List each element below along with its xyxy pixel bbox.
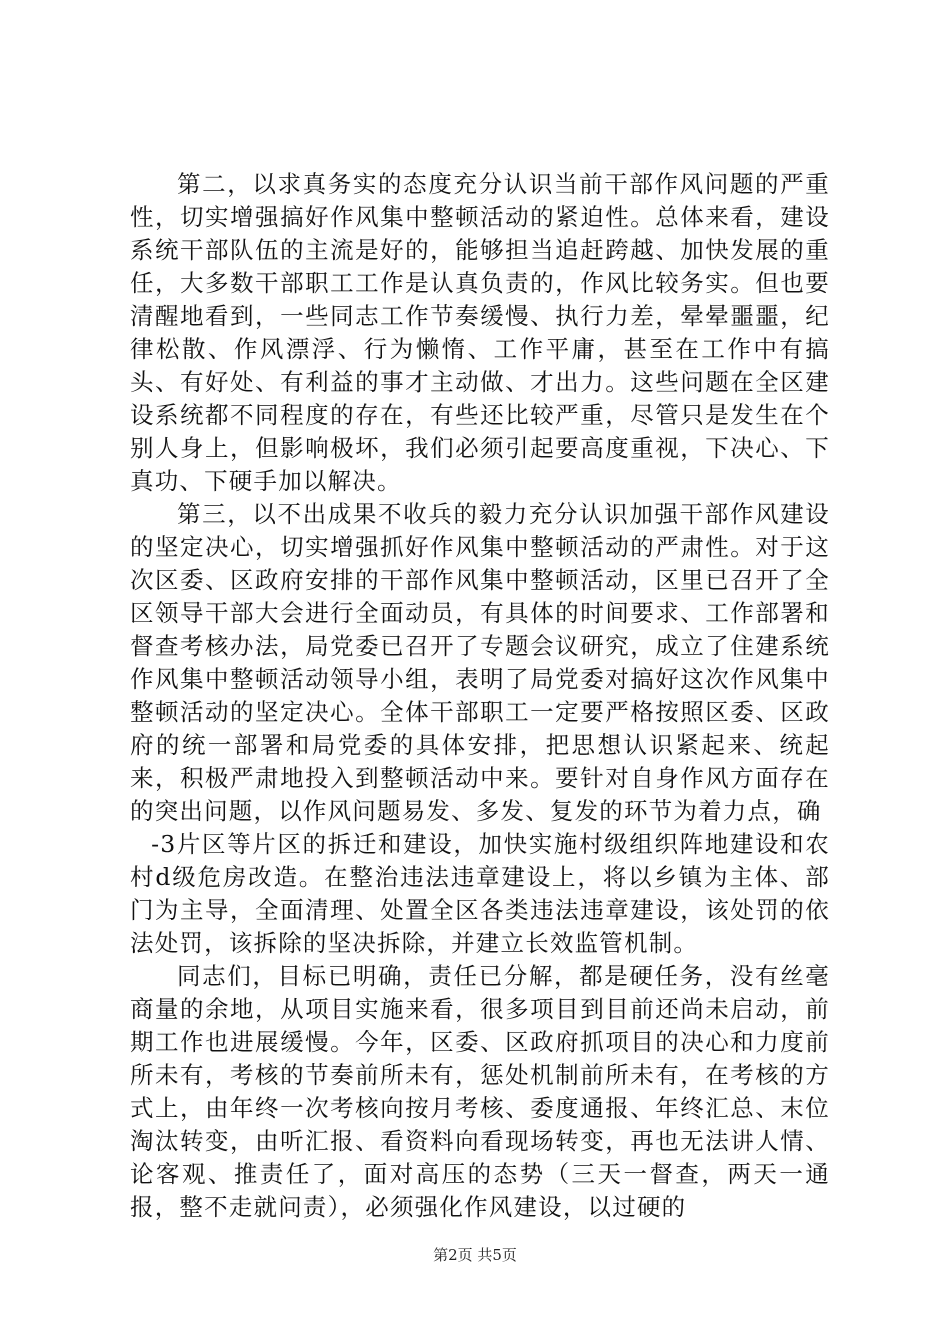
page-number-footer: 第2页 共5页 (433, 1246, 517, 1264)
paragraph-comrades: 同志们，目标已明确，责任已分解，都是硬任务，没有丝毫商量的余地，从项目实施来看，很多项目到目前还尚未启动，前期工作也进展缓慢。今年，区委、区政府抓项目的决心和力度前所未有，考核的节奏前所未有，惩处机制前所未有，在考核的方式上，由年终一次考核向按月考核、委度通报、年终汇总、末位淘汰转变，由听汇报、看资料向看现场转变，再也无法讲人情、论客观、推责任了，面对高压的态势（三天一督查，两天一通报，整不走就问责），必须强化作风建设，以过硬的 (130, 962, 830, 1221)
paragraph-demolition-construction: -3片区等片区的拆迁和建设，加快实施村级组织阵地建设和农村d级危房改造。在整治违法违章建设上，将以乡镇为主体、部门为主导，全面清理、处置全区各类违法违章建设，该处罚的依法处罚，该拆除的坚决拆除，并建立长效监管机制。 (130, 830, 830, 957)
paragraph-second-point: 第二，以求真务实的态度充分认识当前干部作风问题的严重性，切实增强搞好作风集中整顿活动的紧迫性。总体来看，建设系统干部队伍的主流是好的，能够担当追赶跨越、加快发展的重任，大多数干部职工工作是认真负责的，作风比较务实。但也要清醒地看到，一些同志工作节奏缓慢、执行力差，晕晕噩噩，纪律松散、作风漂浮、行为懒惰、工作平庸，甚至在工作中有搞头、有好处、有利益的事才主动做、才出力。这些问题在全区建设系统都不同程度的存在，有些还比较严重，尽管只是发生在个别人身上，但影响极坏，我们必须引起要高度重视，下决心、下真功、下硬手加以解决。 (130, 170, 830, 495)
document-body (130, 168, 830, 1224)
paragraph-third-point: 第三，以不出成果不收兵的毅力充分认识加强干部作风建设的坚定决心，切实增强抓好作风集中整顿活动的严肃性。对于这次区委、区政府安排的干部作风集中整顿活动，区里已召开了全区领导干部大会进行全面动员，有具体的时间要求、工作部署和督查考核办法，局党委已召开了专题会议研究，成立了住建系统作风集中整顿活动领导小组，表明了局党委对搞好这次作风集中整顿活动的坚定决心。全体干部职工一定要严格按照区委、区政府的统一部署和局党委的具体安排，把思想认识紧起来、统起来，积极严肃地投入到整顿活动中来。要针对自身作风方面存在的突出问题，以作风问题易发、多发、复发的环节为着力点，确 (130, 500, 830, 825)
